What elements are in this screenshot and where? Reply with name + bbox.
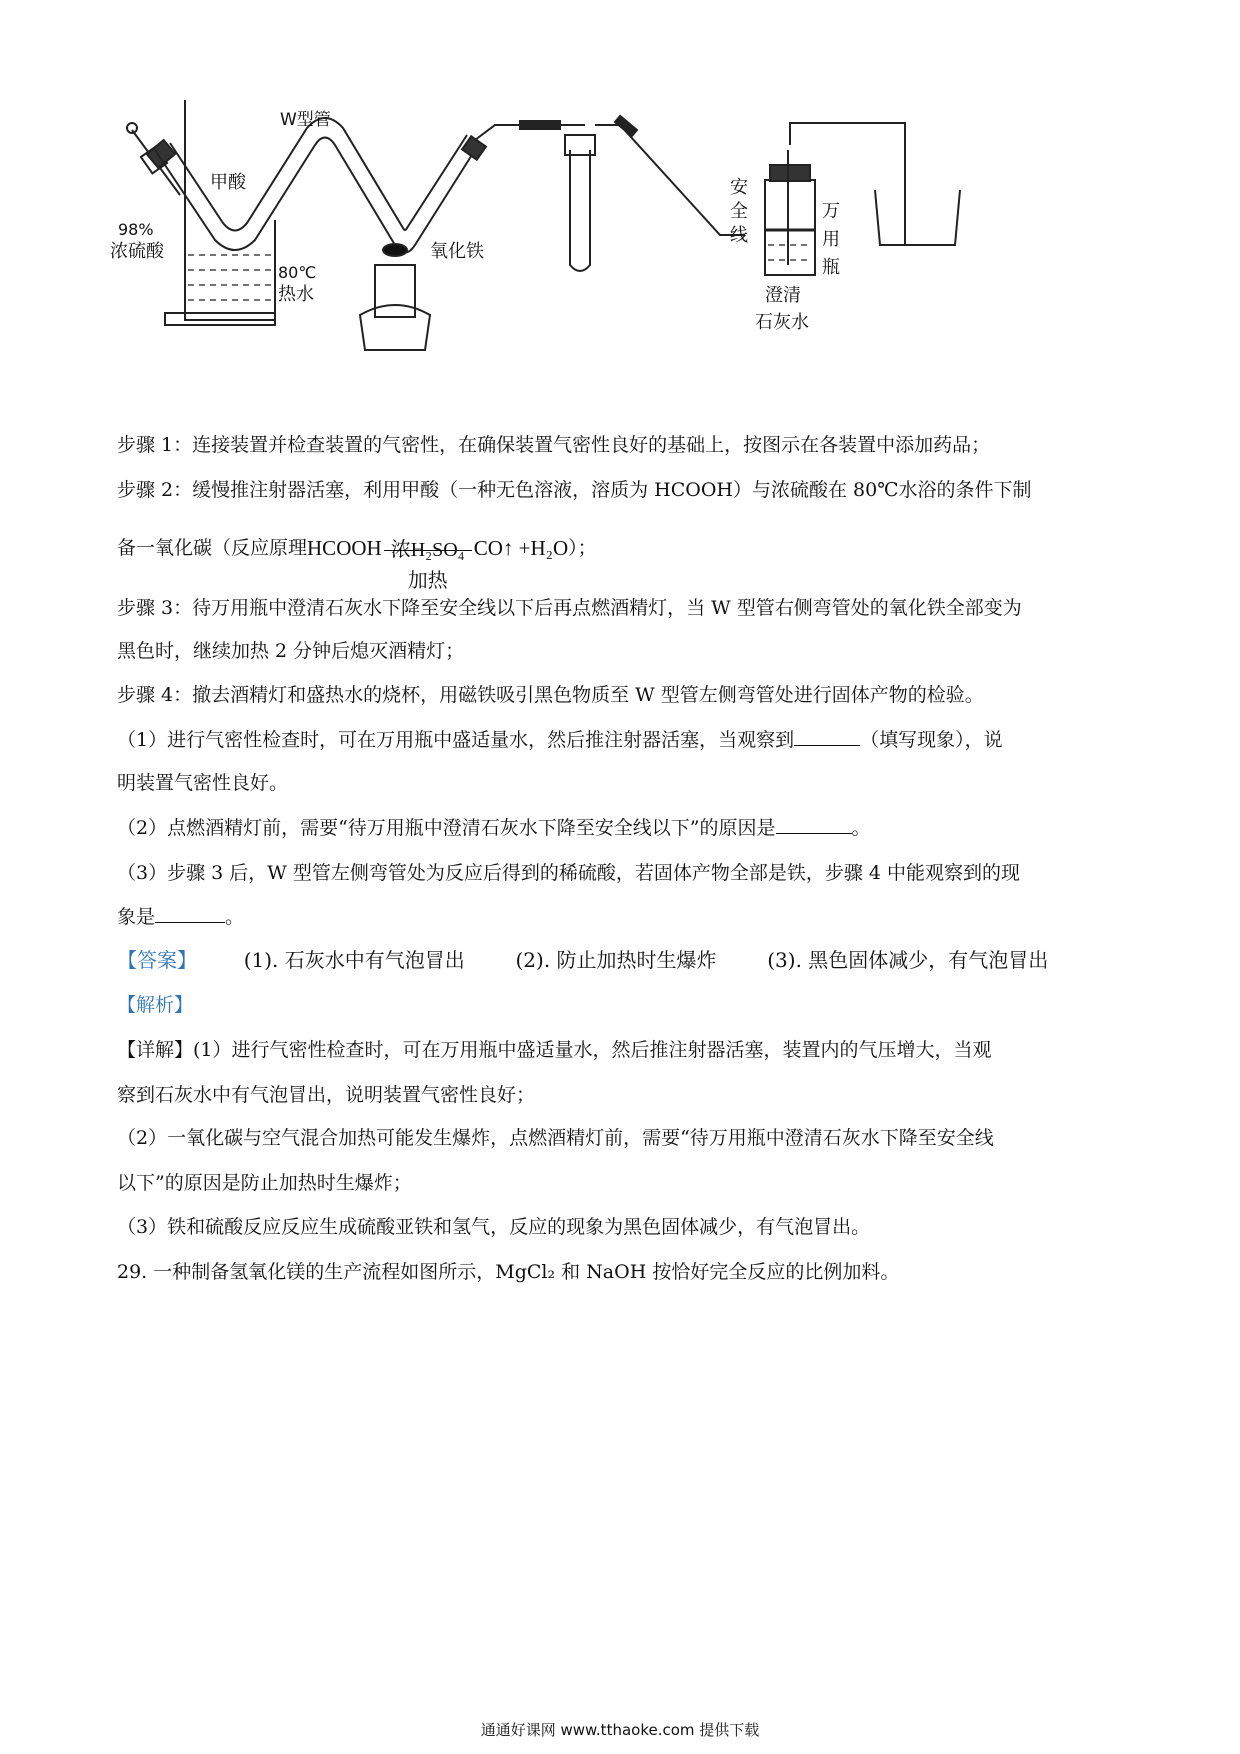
label-pct: 98% (118, 220, 154, 239)
q1-post: （填写现象），说 (860, 729, 1003, 751)
label-bottle-2: 用 (822, 229, 840, 250)
w-tube-outer (155, 138, 475, 253)
left-beaker (185, 220, 275, 320)
q2-post: 。 (851, 817, 871, 839)
q1-blank (794, 727, 860, 746)
step-3a: 步骤 3：待万用瓶中澄清石灰水下降至安全线以下后再点燃酒精灯，当 W 型管右侧弯管处的氧化铁全部变为 (117, 597, 1022, 619)
bottle-stopper (770, 165, 810, 181)
lamp-shield (375, 265, 415, 317)
question-29: 29. 一种制备氢氧化镁的生产流程如图所示，MgCl₂ 和 NaOH 按恰好完全反应的比例加料。 (117, 1261, 900, 1283)
label-safety-1: 安 (730, 177, 748, 198)
q3-post: 。 (225, 906, 245, 928)
step-2b-post: ）； (568, 537, 597, 560)
formula-left: HCOOH (307, 536, 382, 560)
answer-3: (3). 黑色固体减少，有气泡冒出 (767, 948, 1049, 972)
label-bottle-1: 万 (822, 201, 840, 222)
formula-right: CO↑ +H₂O (473, 536, 569, 560)
label-safety-3: 线 (730, 225, 748, 246)
apparatus-diagram (110, 95, 1130, 420)
right-beaker (875, 190, 960, 245)
q1-pre: （1）进行气密性检查时，可在万用瓶中盛适量水，然后推注射器活塞，当观察到 (117, 729, 795, 751)
page-footer: 通通好课网 www.tthaoke.com 提供下载 (480, 1721, 760, 1739)
reaction-formula (307, 520, 569, 593)
step-3b: 黑色时，继续加热 2 分钟后熄灭酒精灯； (117, 640, 465, 662)
step-2b (117, 520, 597, 593)
label-lime-2: 石灰水 (755, 312, 809, 333)
bottle-outlet-tube (790, 123, 905, 245)
outlet-joint (615, 116, 637, 136)
question-2 (117, 815, 871, 841)
step-4: 步骤 4：撤去酒精灯和盛热水的烧杯，用磁铁吸引黑色物质至 W 型管左侧弯管处进行固体产物的检验。 (117, 684, 984, 706)
step-2a: 步骤 2：缓慢推注射器活塞，利用甲酸（一种无色溶液，溶质为 HCOOH）与浓硫酸在 80℃水浴的条件下制 (117, 479, 1032, 501)
text-body-2 (117, 1214, 1127, 1334)
answer-1: (1). 石灰水中有气泡冒出 (243, 948, 465, 972)
answer-tag: 【答案】 (117, 948, 197, 972)
label-hot-water: 热水 (278, 284, 314, 305)
detail-2b: 以下”的原因是防止加热时生爆炸； (117, 1172, 412, 1194)
q3-blank (155, 904, 225, 923)
rubber-joint (520, 121, 560, 129)
label-conc-h2so4: 浓硫酸 (110, 241, 164, 262)
iron-oxide-sample (383, 244, 407, 256)
formula-condition-bottom: 加热 (407, 570, 448, 593)
test-tube (570, 150, 590, 271)
universal-bottle (765, 180, 815, 275)
question-3b (117, 904, 244, 930)
label-safety-2: 全 (730, 201, 748, 222)
label-temp: 80℃ (278, 263, 317, 282)
reaction-arrow (384, 522, 472, 593)
q2-pre: （2）点燃酒精灯前，需要“待万用瓶中澄清石灰水下降至安全线以下”的原因是 (117, 817, 776, 839)
label-iron-oxide: 氧化铁 (430, 241, 484, 262)
answer-2: (2). 防止加热时生爆炸 (515, 948, 717, 972)
label-formic-acid: 甲酸 (210, 172, 246, 193)
outlet-tube (595, 125, 745, 235)
label-bottle-3: 瓶 (822, 257, 840, 278)
step-1: 步骤 1：连接装置并检查装置的气密性，在确保装置气密性良好的基础上，按图示在各装置中添加药品； (117, 434, 991, 456)
right-stopper (462, 136, 486, 159)
label-lime-1: 澄清 (765, 285, 801, 306)
formula-bar (384, 550, 472, 551)
alcohol-lamp (360, 305, 430, 350)
question-3a: （3）步骤 3 后，W 型管左侧弯管处为反应后得到的稀硫酸，若固体产物全部是铁，步骤 4 中能观察到的现 (117, 862, 1020, 884)
question-1a (117, 727, 1003, 753)
apparatus-figure (110, 95, 1130, 420)
detail-1b: 察到石灰水中有气泡冒出，说明装置气密性良好； (117, 1084, 536, 1106)
q2-blank (776, 815, 852, 834)
analysis-tag: 【解析】 (117, 994, 194, 1016)
question-1b: 明装置气密性良好。 (117, 772, 289, 794)
q3-pre: 象是 (117, 906, 156, 928)
text-body (117, 432, 1127, 1192)
detail-3: （3）铁和硫酸反应反应生成硫酸亚铁和氢气，反应的现象为黑色固体减少，有气泡冒出。 (117, 1216, 871, 1238)
detail-2a: （2）一氧化碳与空气混合加热可能发生爆炸，点燃酒精灯前，需要“待万用瓶中澄清石灰水下降至安全线 (117, 1127, 994, 1149)
formula-condition-top: 浓H₂SO₄ (390, 539, 465, 562)
step-2b-pre: 备一氧化碳（反应原理 (117, 537, 308, 560)
detail-1a: 【详解】(1）进行气密性检查时，可在万用瓶中盛适量水，然后推注射器活塞，装置内的气压增大，当观 (117, 1039, 992, 1061)
label-w-tube: W型管 (280, 110, 331, 130)
answer-row (117, 947, 1048, 973)
